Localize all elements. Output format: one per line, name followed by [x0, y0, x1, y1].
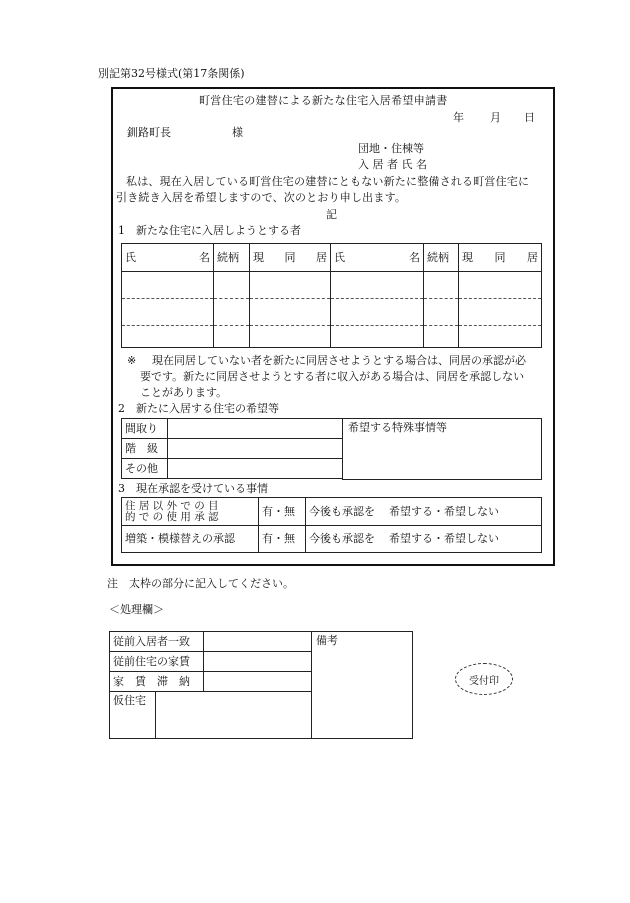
approval-row2-label: 増築・模様替えの承認: [122, 526, 259, 553]
footer-note: 注 太枠の部分に記入してください。: [107, 577, 294, 590]
processing-field[interactable]: [204, 632, 312, 652]
special-circumstances-label: 希望する特殊事情等: [348, 421, 447, 434]
household-cell[interactable]: [214, 326, 250, 348]
processing-field[interactable]: [204, 672, 312, 692]
date-month: 月: [490, 111, 501, 124]
remarks-label: 備考: [316, 634, 338, 647]
col-current-b-2: 同: [494, 250, 506, 264]
row-other-label: その他: [122, 459, 168, 479]
col-name-a: 氏: [125, 250, 136, 264]
ki-label: 記: [326, 208, 337, 221]
col-current-c: 居: [316, 250, 327, 264]
household-row[interactable]: [122, 299, 542, 326]
note-mark: ※: [127, 354, 137, 367]
approval-table: [121, 497, 542, 553]
section2-heading: 2 新たに入居する住宅の希望等: [118, 402, 279, 415]
approval-row2-continue: 今後も承認を: [309, 532, 375, 545]
date-year: 年: [453, 111, 464, 124]
form-id: 別記第32号様式(第17条関係): [98, 67, 245, 80]
processing-table: [109, 631, 312, 739]
row-madori-label: 間取り: [122, 419, 168, 439]
note-line-1: 現在同居していない者を新たに同居させようとする場合は、同居の承認が必: [152, 354, 526, 367]
approval-row1-line2: 的 で の 使 用 承 認: [125, 510, 219, 523]
col-name-a-2: 氏: [334, 250, 345, 264]
household-cell[interactable]: [250, 272, 331, 299]
household-cell[interactable]: [214, 299, 250, 326]
col-current-b: 同: [284, 250, 296, 264]
processing-row-temporary: 仮住宅: [110, 692, 156, 739]
note-line-3: ことがあります。: [140, 386, 228, 399]
note-line-2: 要です。新たに同居させようとする者に収入がある場合は、同居を承認しない: [140, 370, 525, 383]
approval-row2-choice[interactable]: 希望する・希望しない: [389, 532, 499, 545]
section1-heading: 1 新たな住宅に入居しようとする者: [118, 224, 301, 237]
household-cell[interactable]: [250, 299, 331, 326]
form-title: 町営住宅の建替による新たな住宅入居希望申請書: [199, 94, 448, 107]
col-relation: 続柄: [214, 244, 250, 272]
row-kaikyu-label: 階 級: [122, 439, 168, 459]
remarks-box[interactable]: [311, 631, 413, 739]
household-cell[interactable]: [122, 272, 214, 299]
household-cell[interactable]: [331, 326, 424, 348]
household-cell[interactable]: [424, 326, 459, 348]
processing-row-prior-rent: 従前住宅の家賃: [110, 652, 204, 672]
household-cell[interactable]: [331, 272, 424, 299]
processing-field[interactable]: [156, 692, 312, 739]
special-circumstances-box[interactable]: [342, 418, 542, 480]
other-field[interactable]: [168, 459, 343, 479]
household-cell[interactable]: [122, 326, 214, 348]
household-cell[interactable]: [214, 272, 250, 299]
household-table: [121, 243, 542, 348]
approval-row2-yesno[interactable]: 有・無: [259, 526, 306, 553]
madori-field[interactable]: [168, 419, 343, 439]
processing-row-arrears: 家 賃 滞 納: [110, 672, 204, 692]
housing-preference-table: [121, 418, 343, 479]
body-line-1: 私は、現在入居している町営住宅の建替にともない新たに整備される町営住宅に: [126, 175, 530, 188]
reception-stamp-label: 受付印: [469, 675, 499, 687]
household-row[interactable]: [122, 272, 542, 299]
col-current-a-2: 現: [462, 250, 473, 264]
household-cell[interactable]: [424, 272, 459, 299]
household-row[interactable]: [122, 326, 542, 348]
household-cell[interactable]: [331, 299, 424, 326]
processing-heading: ＜処理欄＞: [109, 603, 164, 616]
household-cell[interactable]: [459, 299, 542, 326]
approval-row1-line1: 住 居 以 外 で の 目: [125, 499, 219, 512]
household-cell[interactable]: [459, 326, 542, 348]
col-relation-2: 続柄: [424, 244, 459, 272]
household-cell[interactable]: [250, 326, 331, 348]
reception-stamp-placeholder: [455, 663, 513, 695]
date-day: 日: [524, 111, 535, 124]
addressee-honorific: 様: [232, 126, 243, 139]
applicant-address-label: 団地・住棟等: [358, 142, 424, 155]
section3-heading: 3 現在承認を受けている事情: [118, 482, 268, 495]
household-cell[interactable]: [122, 299, 214, 326]
household-cell[interactable]: [424, 299, 459, 326]
addressee-name: 釧路町長: [127, 126, 171, 139]
col-current-c-2: 居: [527, 250, 538, 264]
col-name-b: 名: [199, 250, 210, 264]
body-line-2: 引き続き入居を希望しますので、次のとおり申し出ます。: [116, 191, 407, 204]
household-cell[interactable]: [459, 272, 542, 299]
approval-row1-choice[interactable]: 希望する・希望しない: [389, 504, 499, 518]
approval-row1-continue: 今後も承認を: [309, 504, 375, 518]
household-header-row: [122, 244, 542, 272]
applicant-name-label: 入 居 者 氏 名: [358, 158, 427, 171]
col-current-a: 現: [253, 250, 264, 264]
approval-row1-yesno[interactable]: 有・無: [259, 498, 306, 526]
processing-row-prior-tenant: 従前入居者一致: [110, 632, 204, 652]
col-name-b-2: 名: [409, 250, 420, 264]
kaikyu-field[interactable]: [168, 439, 343, 459]
processing-field[interactable]: [204, 652, 312, 672]
